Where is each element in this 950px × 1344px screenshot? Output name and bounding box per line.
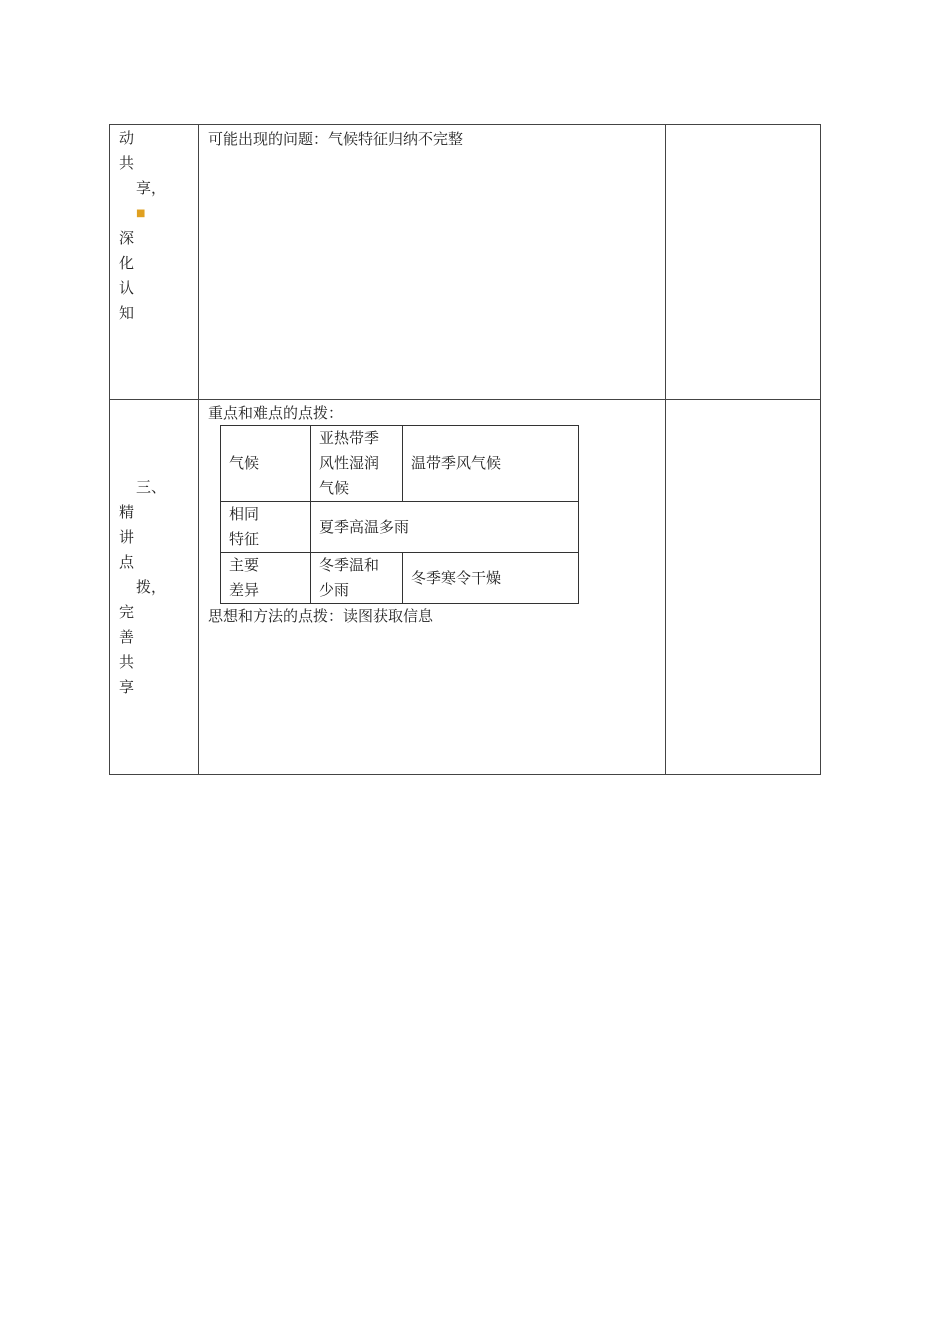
section2-char: 化 (119, 254, 135, 272)
column-divider-2 (665, 125, 666, 774)
section2-char: 认 (119, 279, 135, 297)
climate-comparison-table (220, 425, 579, 604)
same-feature-value-cell: 夏季高温多雨 (311, 502, 579, 553)
same-feature-label-cell: 相同 特征 (221, 502, 311, 553)
section3-char: 善 (119, 628, 135, 646)
lesson-table (109, 124, 821, 775)
main-difference-label-cell: 主要 差异 (221, 553, 311, 604)
section2-char: 知 (119, 304, 135, 322)
section2-char: 共 (119, 154, 135, 172)
highlight-mark: ■ (136, 208, 146, 219)
header-subtropical-cell: 亚热带季 风性湿润 气候 (311, 426, 403, 502)
section3-char: 讲 (119, 528, 135, 546)
row-divider (110, 399, 820, 400)
section3-char: 点 (119, 553, 135, 571)
header-temperate-cell: 温带季风气候 (403, 426, 579, 502)
section3-label (119, 475, 166, 700)
section3-char: 享 (119, 678, 135, 696)
column-divider-1 (198, 125, 199, 774)
section3-char: 完 (119, 603, 135, 621)
section3-char: 拨， (136, 578, 167, 596)
temperate-difference-cell: 冬季寒令干燥 (403, 553, 579, 604)
table-row (221, 553, 579, 604)
problem-line: 可能出现的问题：气候特征归纳不完整 (208, 130, 464, 148)
section3-char: 精 (119, 503, 135, 521)
section2-char: 享， ■ (119, 176, 166, 226)
section3-char: 三、 (136, 478, 167, 496)
subtropical-difference-cell: 冬季温和 少雨 (311, 553, 403, 604)
key-points-label: 重点和难点的点拨： (208, 404, 344, 422)
section2-char: 动 (119, 129, 135, 147)
table-row (221, 426, 579, 502)
section3-char: 共 (119, 653, 135, 671)
method-line: 思想和方法的点拨：读图获取信息 (208, 607, 434, 625)
section2-label (119, 126, 166, 326)
header-climate-cell: 气候 (221, 426, 311, 502)
table-row (221, 502, 579, 553)
section2-char: 深 (119, 229, 135, 247)
